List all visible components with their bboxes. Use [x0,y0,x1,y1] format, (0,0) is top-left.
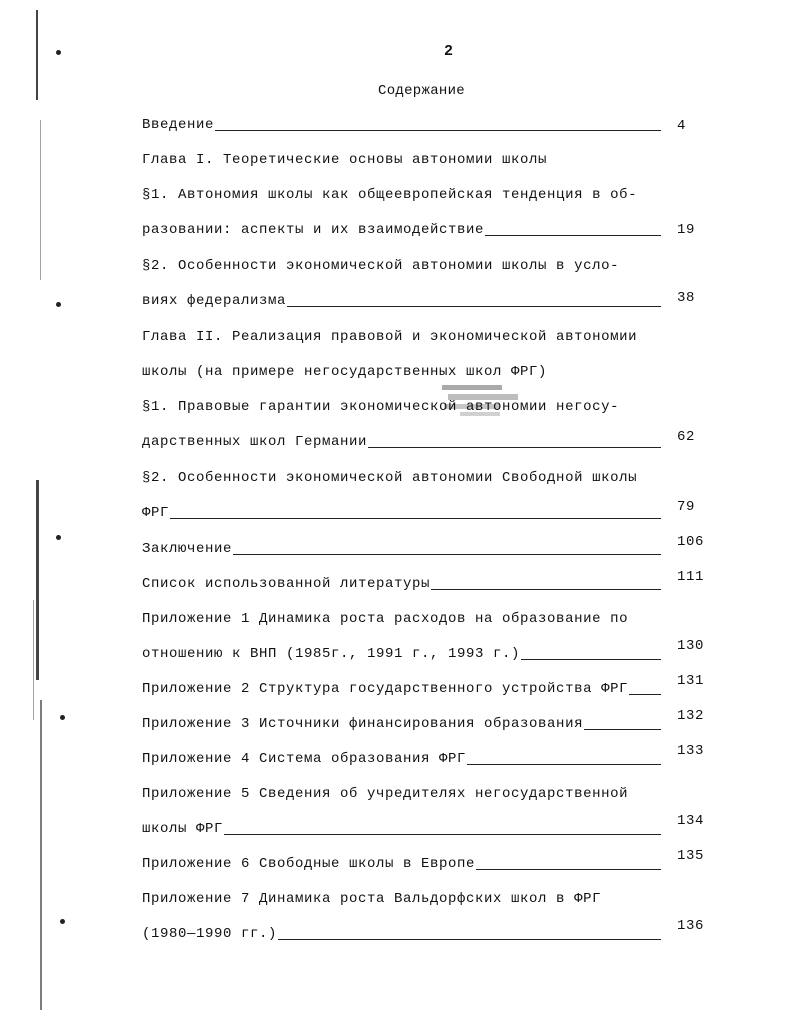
leader-line [485,234,661,236]
toc-entry-text: Введение [142,117,215,133]
toc-appendix-3[interactable] [142,716,661,732]
toc-appendix-1-line2[interactable] [142,646,661,662]
toc-entry-text: Приложение 3 Источники финансирования образования [142,716,584,732]
toc-ch2-section2-line1[interactable]: §2. Особенности экономической автономии Свободной школы [142,470,638,486]
page-title: Содержание [378,83,466,99]
leader-line [224,833,661,835]
toc-entry-text: отношению к ВНП (1985г., 1991 г., 1993 г.) [142,646,521,662]
toc-ch1-section1-line1[interactable]: §1. Автономия школы как общеевропейская тенденция в об- [142,187,638,203]
toc-page-number: 135 [677,848,705,864]
toc-appendix-2[interactable] [142,681,661,697]
toc-ch2-section1-line1[interactable]: §1. Правовые гарантии экономической автономии негосу- [142,399,620,415]
toc-ch1-section2-line2[interactable] [142,293,661,309]
toc-page-number: 38 [677,290,696,306]
toc-appendix-1-line1[interactable]: Приложение 1 Динамика роста расходов на образование по [142,611,629,627]
toc-ch2-section1-line2[interactable] [142,434,661,450]
leader-line [431,588,661,590]
toc-entry-text: Приложение 4 Система образования ФРГ [142,751,467,767]
leader-line [278,938,661,940]
toc-page-number: 4 [677,118,687,134]
toc-page-number: 19 [677,222,696,238]
toc-entry-text: школы ФРГ [142,821,224,837]
toc-page-number: 134 [677,813,705,829]
toc-ch2-section2-line2[interactable] [142,505,661,521]
toc-page-number: 79 [677,499,696,515]
toc-entry-text: виях федерализма [142,293,287,309]
toc-entry-text: Приложение 6 Свободные школы в Европе [142,856,476,872]
toc-appendix-7-line2[interactable] [142,926,661,942]
toc-entry-text: разовании: аспекты и их взаимодействие [142,222,485,238]
toc-ch1-section2-line1[interactable]: §2. Особенности экономической автономии школы в усло- [142,258,620,274]
toc-appendix-4[interactable] [142,751,661,767]
leader-line [233,553,661,555]
toc-entry-text: дарственных школ Германии [142,434,368,450]
toc-entry-text: (1980—1990 гг.) [142,926,278,942]
toc-entry-text: Заключение [142,541,233,557]
toc-page-number: 136 [677,918,705,934]
toc-chapter-2-line2[interactable]: школы (на примере негосударственных школ ФРГ) [142,364,548,380]
toc-page-number: 131 [677,673,705,689]
toc-chapter-1-title[interactable]: Глава I. Теоретические основы автономии школы [142,152,548,168]
leader-line [287,305,661,307]
leader-line [170,517,661,519]
leader-line [476,868,661,870]
leader-line [215,129,661,131]
leader-line [584,728,661,730]
toc-page-number: 130 [677,638,705,654]
leader-line [467,763,661,765]
toc-chapter-2-line1[interactable]: Глава II. Реализация правовой и экономической автономии [142,329,638,345]
toc-entry-conclusion[interactable] [142,541,661,557]
toc-entry-text: Приложение 2 Структура государственного устройства ФРГ [142,681,629,697]
toc-entry-text: ФРГ [142,505,170,521]
toc-appendix-6[interactable] [142,856,661,872]
leader-line [521,658,661,660]
leader-line [629,693,661,695]
toc-page-number: 132 [677,708,705,724]
toc-page-number: 111 [677,569,705,585]
toc-page-number: 133 [677,743,705,759]
toc-page-number: 106 [677,534,705,550]
toc-appendix-7-line1[interactable]: Приложение 7 Динамика роста Вальдорфских школ в ФРГ [142,891,602,907]
toc-entry-text: Список использованной литературы [142,576,431,592]
table-of-contents [142,0,705,1025]
toc-ch1-section1-line2[interactable] [142,222,661,238]
leader-line [368,446,661,448]
toc-appendix-5-line2[interactable] [142,821,661,837]
toc-appendix-5-line1[interactable]: Приложение 5 Сведения об учредителях негосударственной [142,786,629,802]
toc-page-number: 62 [677,429,696,445]
toc-entry-intro[interactable] [142,117,661,133]
toc-entry-literature[interactable] [142,576,661,592]
page-number: 2 [444,42,453,59]
